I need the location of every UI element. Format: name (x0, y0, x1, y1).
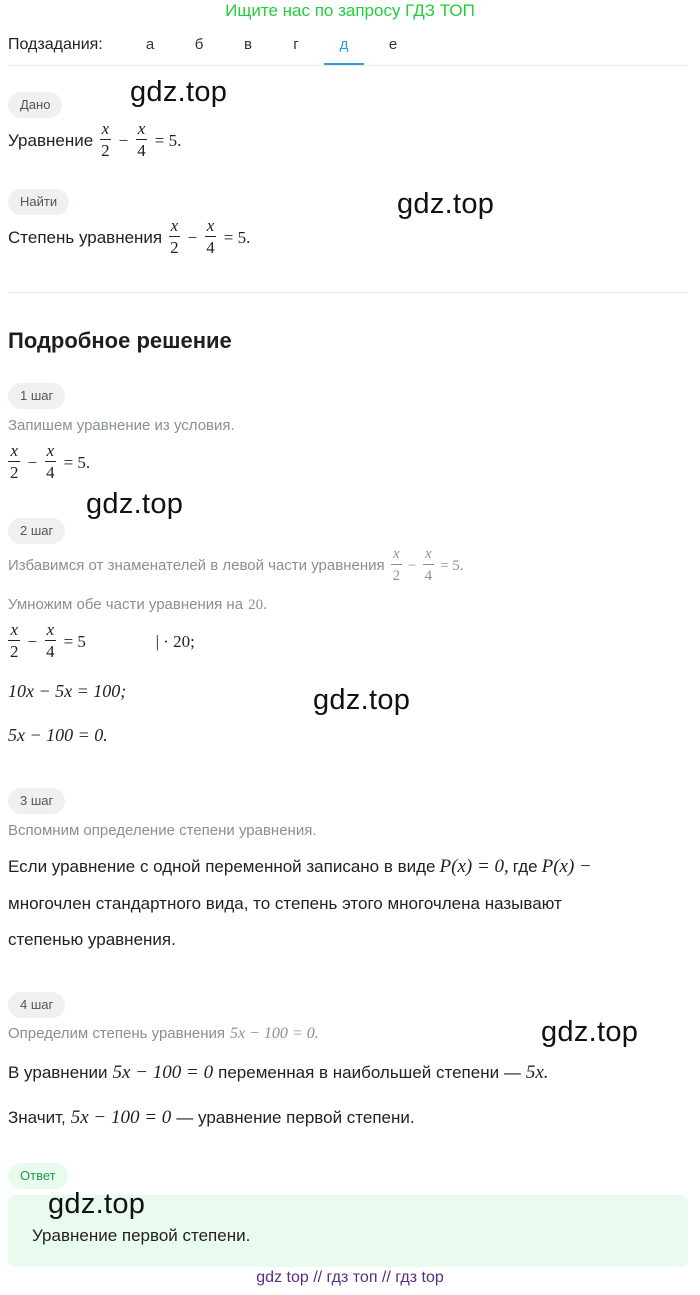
find-statement (8, 216, 250, 259)
denominator: 4 (206, 238, 215, 257)
answer-text: Уравнение первой степени. (32, 1226, 251, 1245)
step3-paragraph-line2: многочлен стандартного вида, то степень этого многочлена называют (8, 894, 562, 913)
find-prefix: Степень уравнения (8, 227, 163, 247)
equation-rhs: = 5. (223, 227, 251, 247)
fraction (8, 441, 21, 484)
fraction (391, 544, 403, 587)
tab-a[interactable]: а (145, 36, 155, 53)
watermark: gdz.top (397, 188, 495, 220)
formula: 5x − 100 = 0. (230, 1025, 319, 1042)
step2-hint-text: Избавимся от знаменателей в левой части уравнения (8, 556, 385, 574)
fraction (99, 119, 112, 162)
numerator: x (423, 544, 434, 565)
numerator: x (391, 544, 402, 565)
numerator: x (46, 620, 55, 639)
minus-sign: − (27, 631, 38, 651)
watermark: gdz.top (541, 1016, 639, 1048)
denominator: 2 (10, 642, 19, 661)
numerator: x (46, 441, 55, 460)
multiply-note: | · 20; (155, 631, 195, 651)
step2-hint2 (8, 595, 267, 615)
fraction (8, 620, 21, 663)
given-prefix: Уравнение (8, 130, 94, 150)
watermark: gdz.top (86, 488, 184, 520)
step4-hint-text: Определим степень уравнения (8, 1025, 226, 1042)
conclusion-text: переменная в наибольшей степени — (218, 1063, 521, 1082)
step4-paragraph-line1 (8, 1062, 549, 1084)
step1-badge: 1 шаг (8, 383, 65, 409)
minus-sign: − (118, 130, 129, 150)
fraction (135, 119, 148, 162)
tabs-divider (8, 65, 688, 66)
step3-badge: 3 шаг (8, 788, 65, 814)
footer-links[interactable]: gdz top // гдз топ // гдз top (256, 1269, 444, 1286)
denominator: 4 (46, 463, 55, 482)
numerator: x (137, 119, 146, 138)
tab-g[interactable]: г (293, 36, 299, 53)
numerator: x (10, 441, 19, 460)
answer-badge: Ответ (8, 1163, 68, 1189)
step2-badge: 2 шаг (8, 518, 65, 544)
watermark: gdz.top (48, 1188, 146, 1220)
given-badge: Дано (8, 92, 62, 118)
equation-rhs: = 5 (63, 631, 86, 651)
denominator: 4 (424, 568, 433, 584)
denominator: 4 (137, 141, 146, 160)
given-statement (8, 119, 181, 162)
formula: 5x − 100 = 0 (70, 1107, 172, 1128)
numerator: x (10, 620, 19, 639)
denominator: 2 (170, 238, 179, 257)
fraction (44, 441, 57, 484)
numerator: x (206, 216, 215, 235)
solution-title: Подробное решение (8, 328, 232, 353)
tab-v[interactable]: в (244, 36, 252, 53)
step2-line2: 10x − 5x = 100; (8, 681, 127, 701)
numerator: x (101, 119, 110, 138)
subtasks-label: Подзадания: (8, 36, 103, 53)
find-badge: Найти (8, 189, 69, 215)
promo-text: Ищите нас по запросу ГДЗ ТОП (225, 1, 475, 20)
watermark: gdz.top (130, 76, 228, 108)
fraction (204, 216, 217, 259)
tab-e[interactable]: е (388, 36, 398, 53)
step3-hint: Вспомним определение степени уравнения. (8, 822, 317, 839)
step4-paragraph-line2 (8, 1107, 415, 1129)
step4-hint (8, 1024, 319, 1044)
minus-sign: − (408, 557, 417, 574)
watermark: gdz.top (313, 684, 411, 716)
step4-badge: 4 шаг (8, 992, 65, 1018)
fraction (423, 544, 435, 587)
fraction (44, 620, 57, 663)
step3-paragraph-line3: степенью уравнения. (8, 930, 176, 949)
section-divider (8, 292, 688, 293)
conclusion-text: Значит, (8, 1108, 66, 1127)
active-tab-indicator (324, 63, 364, 65)
tab-b[interactable]: б (194, 36, 204, 53)
equation-rhs: = 5. (154, 130, 182, 150)
fraction (168, 216, 181, 259)
tab-d[interactable]: д (339, 36, 349, 53)
denominator: 4 (46, 642, 55, 661)
definition-text: где (512, 857, 538, 876)
conclusion-text: В уравнении (8, 1063, 108, 1082)
step3-paragraph-line1 (8, 856, 592, 878)
formula: P(x) − (541, 856, 592, 877)
denominator: 2 (10, 463, 19, 482)
multiplier-value: 20. (248, 597, 267, 613)
minus-sign: − (187, 227, 198, 247)
formula: 5x − 100 = 0 (112, 1062, 214, 1083)
definition-text: Если уравнение с одной переменной записано в виде (8, 857, 436, 876)
step1-hint: Запишем уравнение из условия. (8, 417, 235, 434)
step2-line3: 5x − 100 = 0. (8, 725, 108, 745)
step2-hint (8, 544, 464, 587)
equation-rhs: = 5. (63, 452, 91, 472)
denominator: 2 (101, 141, 110, 160)
step2-line1 (8, 620, 195, 663)
denominator: 2 (392, 568, 401, 584)
step1-equation (8, 441, 90, 484)
formula: P(x) = 0, (439, 856, 509, 877)
minus-sign: − (27, 452, 38, 472)
equation-rhs: = 5. (440, 557, 464, 574)
conclusion-text: — уравнение первой степени. (176, 1108, 415, 1127)
step2-hint2-text: Умножим обе части уравнения на (8, 596, 244, 613)
numerator: x (170, 216, 179, 235)
formula: 5x. (525, 1062, 549, 1083)
